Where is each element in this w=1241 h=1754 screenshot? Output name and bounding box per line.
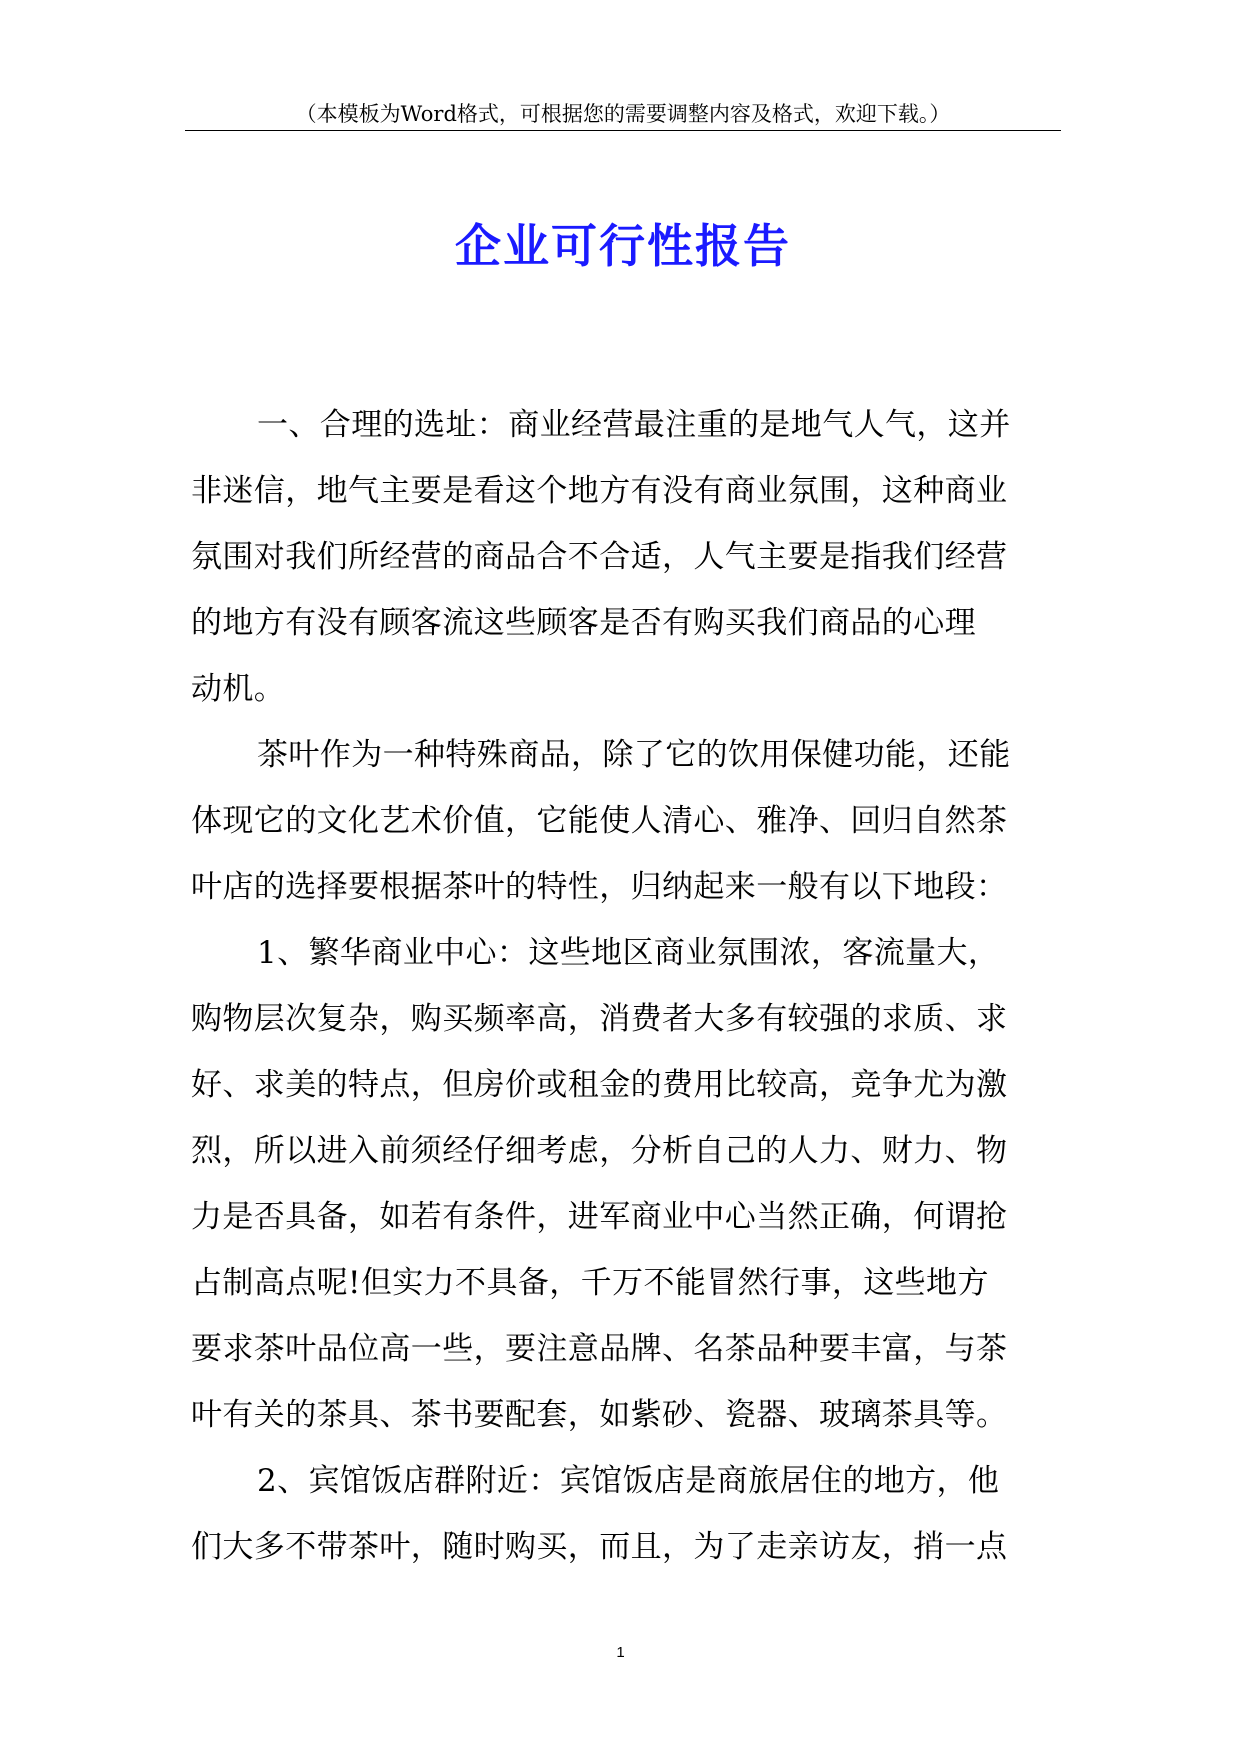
paragraph-1-line-1: 一、合理的选址：商业经营最注重的是地气人气，这并 [257,407,1011,443]
paragraph-3-line-4: 烈，所以进入前须经仔细考虑，分析自己的人力、财力、物 [191,1133,1008,1169]
paragraph-1-line-2: 非迷信，地气主要是看这个地方有没有商业氛围，这种商业 [191,473,1008,509]
paragraph-1-line-4: 的地方有没有顾客流这些顾客是否有购买我们商品的心理 [191,605,976,641]
paragraph-2-line-3: 叶店的选择要根据茶叶的特性，归纳起来一般有以下地段： [191,869,1008,905]
paragraph-2-line-2: 体现它的文化艺术价值，它能使人清心、雅净、回归自然茶 [191,803,1008,839]
paragraph-3-line-2: 购物层次复杂，购买频率高，消费者大多有较强的求质、求 [191,1001,1008,1037]
paragraph-3-line-7: 要求茶叶品位高一些，要注意品牌、名茶品种要丰富，与茶 [191,1331,1008,1367]
paragraph-4-line-2: 们大多不带茶叶，随时购买，而且，为了走亲访友，捎一点 [191,1529,1008,1565]
paragraph-3-line-1: 1、繁华商业中心：这些地区商业氛围浓，客流量大， [257,935,1000,971]
paragraph-3-line-6: 占制高点呢!但实力不具备，千万不能冒然行事，这些地方 [191,1265,989,1301]
paragraph-4-line-1: 2、宾馆饭店群附近：宾馆饭店是商旅居住的地方，他 [257,1463,1000,1499]
page-number: 1 [616,1644,625,1661]
paragraph-1-line-3: 氛围对我们所经营的商品合不合适，人气主要是指我们经营 [191,539,1008,575]
paragraph-3-line-5: 力是否具备，如若有条件，进军商业中心当然正确，何谓抢 [191,1199,1008,1235]
document-body [191,392,1051,1580]
paragraph-3-line-3: 好、求美的特点，但房价或租金的费用比较高，竞争尤为激 [191,1067,1008,1103]
document-title: 企业可行性报告 [455,219,791,273]
template-note-header: （本模板为Word格式，可根据您的需要调整内容及格式，欢迎下载。） [295,102,951,126]
paragraph-3-line-8: 叶有关的茶具、茶书要配套，如紫砂、瓷器、玻璃茶具等。 [191,1397,1008,1433]
paragraph-1-line-5: 动机。 [191,671,286,707]
header-divider [185,130,1061,131]
paragraph-2-line-1: 茶叶作为一种特殊商品，除了它的饮用保健功能，还能 [257,737,1011,773]
